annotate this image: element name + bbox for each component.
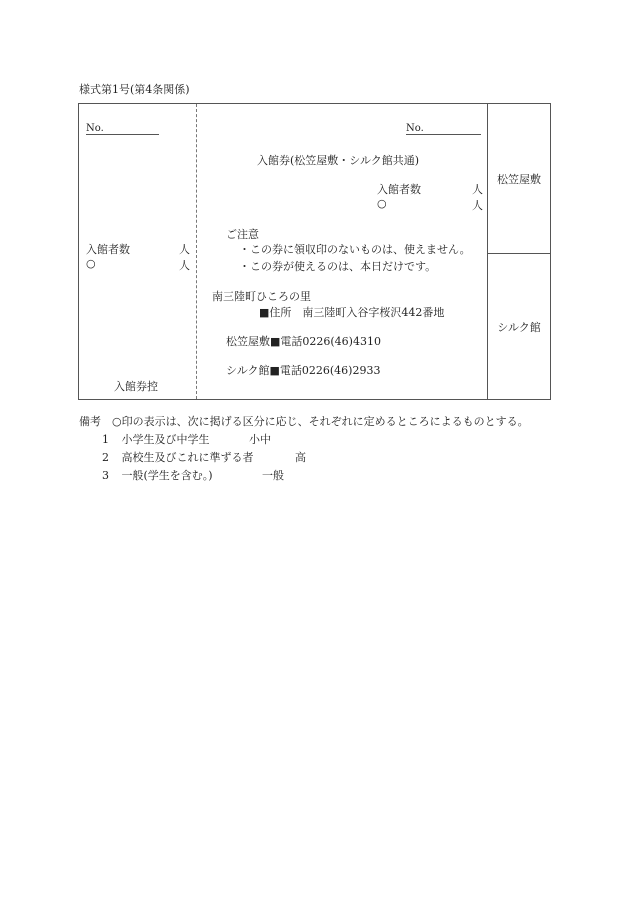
visitor-count-label: 入館者数 [377,183,421,196]
stamp-cell-silk [487,254,551,400]
category-circle: ○ [377,197,387,210]
visitor-count-unit: 人 [472,183,483,196]
stub-number-field: No. [86,123,159,135]
stub-category-unit: 人 [179,259,190,272]
ticket-title: 入館券(松笠屋敷・シルク館共通) [257,154,420,167]
remark-value: 高 [295,451,306,464]
stamp-cell-label: シルク館 [497,321,541,334]
stub-visitor-count-unit: 人 [179,243,190,256]
remark-value: 一般 [262,469,284,482]
facility-address: ■住所 南三陸町入谷字桜沢442番地 [259,306,445,319]
stub-label: 入館券控 [114,380,158,393]
stub-category-circle: ○ [86,257,96,270]
phone-matsukasa: 松笠屋敷■電話0226(46)4310 [226,335,381,348]
perforation-line [196,104,197,399]
remarks-text: 備考 ○印の表示は、次に掲げる区分に応じ、それぞれに定めるところによるものとする。 [79,415,529,428]
remark-number: 2 [102,451,109,464]
remark-number: 3 [102,469,109,482]
remark-label: 高校生及びこれに準ずる者 [121,451,254,464]
phone-silk: シルク館■電話0226(46)2933 [226,364,381,377]
stub-visitor-count-label: 入館者数 [86,243,130,256]
category-unit: 人 [472,199,483,212]
notice-item: ・この券が使えるのは、本日だけです。 [239,260,437,273]
facility-name: 南三陸町ひころの里 [212,290,311,303]
notice-heading: ご注意 [226,228,259,241]
form-label: 様式第1号(第4条関係) [79,83,190,96]
notice-item: ・この券に領収印のないものは、使えません。 [239,243,471,256]
stamp-cell-matsukasa [487,104,551,253]
remark-value: 小中 [249,433,271,446]
ticket-number-field: No. [406,123,481,135]
remark-item [102,431,210,447]
admission-ticket [78,103,551,400]
remark-item [102,449,254,465]
remark-number: 1 [102,433,109,446]
remark-label: 小学生及び中学生 [121,433,210,446]
remark-label: 一般(学生を含む。) [121,469,213,482]
stamp-cell-label: 松笠屋敷 [497,172,541,186]
remark-item [102,467,213,483]
